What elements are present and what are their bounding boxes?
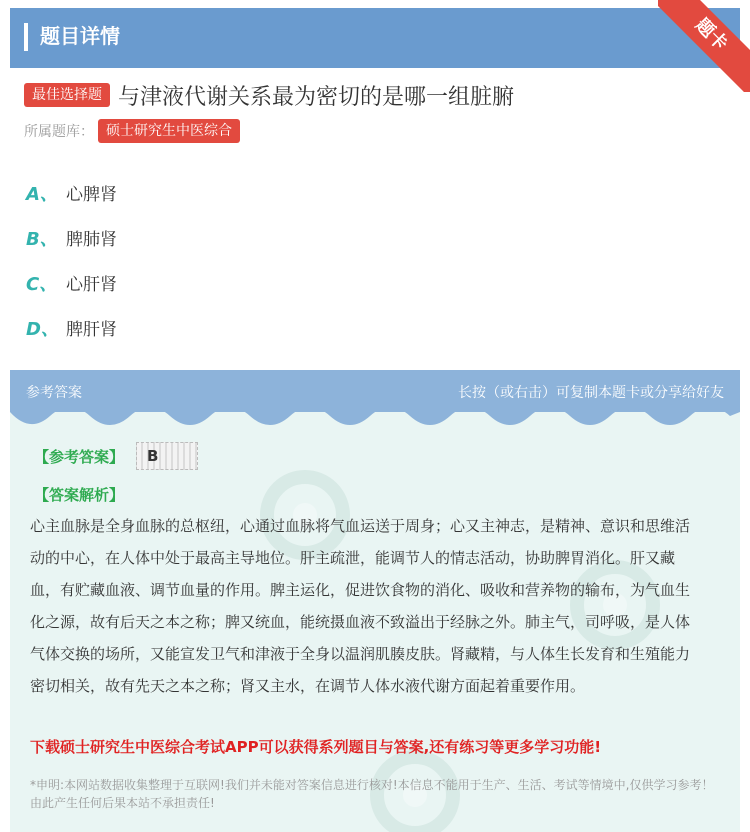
app-download-promo[interactable]: 下载硕士研究生中医综合考试APP可以获得系列题目与答案,还有练习等更多学习功能! [30,738,602,756]
answer-header [10,370,740,412]
question-db-label: 所属题库： [24,124,94,140]
option-text: 脾肝肾 [66,320,117,340]
option-d[interactable] [26,305,117,350]
option-a[interactable] [26,170,117,215]
corner-badge-label: 题卡 [658,0,750,92]
analysis-text: 心主血脉是全身血脉的总枢纽，心通过血脉将气血运送于周身；心又主神志，是精神、意识和思维活动的中心，在人体中处于最高主导地位。肝主疏泄，能调节人的情志活动，协助脾胃消化。肝又藏血，有贮藏血液、调节血量的作用。脾主运化，促进饮食物的消化、吸收和营养物的输布，为气血生化之源，故有后天之本之称；脾又统血，能统摄血液不致溢出于经脉之外。肺主气，司呼吸，是人体气体交换的场所，又能宣发卫气和津液于全身以温润肌腠皮肤。肾藏精，与人体生长发育和生殖能力密切相关，故有先天之本之称；肾又主水，在调节人体水液代谢方面起着重要作用。 [30,517,691,695]
header-accent-bar [24,23,28,51]
share-hint: 长按（或右击）可复制本题卡或分享给好友 [458,385,724,401]
question-type-tag: 最佳选择题 [24,83,110,107]
page-title: 题目详情 [40,24,120,48]
option-letter: B、 [26,228,58,250]
option-letter: C、 [26,273,58,295]
options-list [26,170,117,350]
answer-header-title: 参考答案 [26,385,82,401]
answer-image: B [136,442,198,470]
analysis-label: 【答案解析】 [34,486,125,504]
answer-row [34,442,198,470]
header-bar [10,8,740,68]
option-text: 心肝肾 [66,275,117,295]
option-letter: A、 [26,183,58,205]
wave-divider [10,412,740,436]
question-db-row [24,118,734,144]
answer-label: 【参考答案】 [34,447,125,466]
option-c[interactable] [26,260,117,305]
option-text: 脾肺肾 [66,230,117,250]
question-db-tag[interactable]: 硕士研究生中医综合 [98,119,240,143]
question-area [24,78,734,144]
disclaimer: *申明:本网站数据收集整理于互联网!我们并未能对答案信息进行核对!本信息不能用于生产、生活、考试等情境中,仅供学习参考！由此产生任何后果本站不承担责任! [30,778,714,810]
option-letter: D、 [26,318,59,340]
option-b[interactable] [26,215,117,260]
question-row [24,78,734,112]
option-text: 心脾肾 [66,185,117,205]
answer-panel [10,370,740,832]
question-text: 与津液代谢关系最为密切的是哪一组脏腑 [118,84,515,110]
